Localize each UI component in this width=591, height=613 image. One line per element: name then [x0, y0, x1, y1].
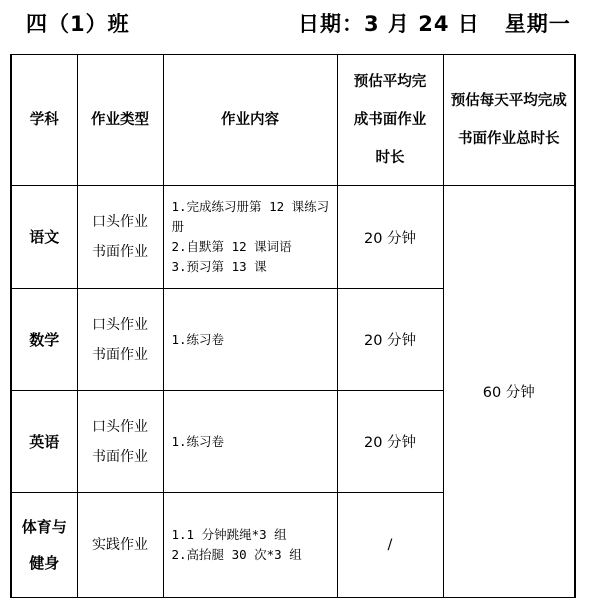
total-duration-cell: 60 分钟	[443, 186, 575, 598]
subject-name: 英语	[29, 432, 60, 451]
page-header	[0, 0, 591, 44]
header-line: 预估每天平均完成	[450, 93, 567, 109]
column-header-total-duration	[443, 55, 575, 186]
homework-content-cell	[163, 493, 337, 598]
subject-name: 体育与	[21, 518, 67, 536]
header-line: 书面作业总时长	[458, 131, 560, 147]
content-line: 1.练习卷	[171, 331, 225, 347]
subject-cell	[11, 289, 77, 391]
content-line: 1.完成练习册第 12 课练习	[171, 199, 330, 214]
homework-table	[10, 54, 576, 598]
subject-name: 语文	[29, 228, 60, 246]
homework-content-cell	[163, 391, 337, 493]
subject-cell	[11, 391, 77, 493]
homework-type: 书面作业	[92, 244, 148, 260]
homework-type: 口头作业	[92, 214, 148, 230]
content-line: 册	[171, 219, 185, 234]
table-row-chinese	[11, 186, 575, 289]
homework-type-cell	[77, 289, 163, 391]
homework-content-cell	[163, 186, 337, 289]
content-line: 2.自默第 12 课词语	[171, 239, 292, 254]
homework-type: 口头作业	[92, 418, 148, 435]
header-line: 时长	[375, 150, 405, 166]
table-header-row	[11, 55, 575, 186]
homework-type: 实践作业	[92, 537, 148, 553]
homework-type-cell	[77, 493, 163, 598]
column-header-estimated-duration	[337, 55, 443, 186]
subject-name: 健身	[29, 554, 60, 572]
homework-type: 口头作业	[92, 316, 148, 333]
duration-cell: 20 分钟	[337, 391, 443, 493]
content-line: 1.1 分钟跳绳*3 组	[171, 527, 287, 542]
column-header-type: 作业类型	[77, 55, 163, 186]
content-line: 3.预习第 13 课	[171, 259, 267, 274]
homework-type-cell	[77, 186, 163, 289]
content-line: 1.练习卷	[171, 433, 225, 449]
class-name: 四（1）班	[26, 12, 130, 36]
duration-cell: 20 分钟	[337, 289, 443, 391]
header-line: 预估平均完	[353, 74, 427, 90]
column-header-content: 作业内容	[163, 55, 337, 186]
subject-cell	[11, 493, 77, 598]
column-header-subject: 学科	[11, 55, 77, 186]
homework-type: 书面作业	[92, 346, 148, 363]
homework-type-cell	[77, 391, 163, 493]
subject-cell	[11, 186, 77, 289]
header-line: 成书面作业	[353, 112, 427, 128]
duration-cell: /	[337, 493, 443, 598]
duration-cell: 20 分钟	[337, 186, 443, 289]
homework-content-cell	[163, 289, 337, 391]
content-line: 2.高抬腿 30 次*3 组	[171, 547, 302, 562]
date-weekday: 日期：3 月 24 日 星期一	[298, 12, 571, 36]
homework-type: 书面作业	[92, 448, 148, 465]
subject-name: 数学	[29, 330, 60, 349]
